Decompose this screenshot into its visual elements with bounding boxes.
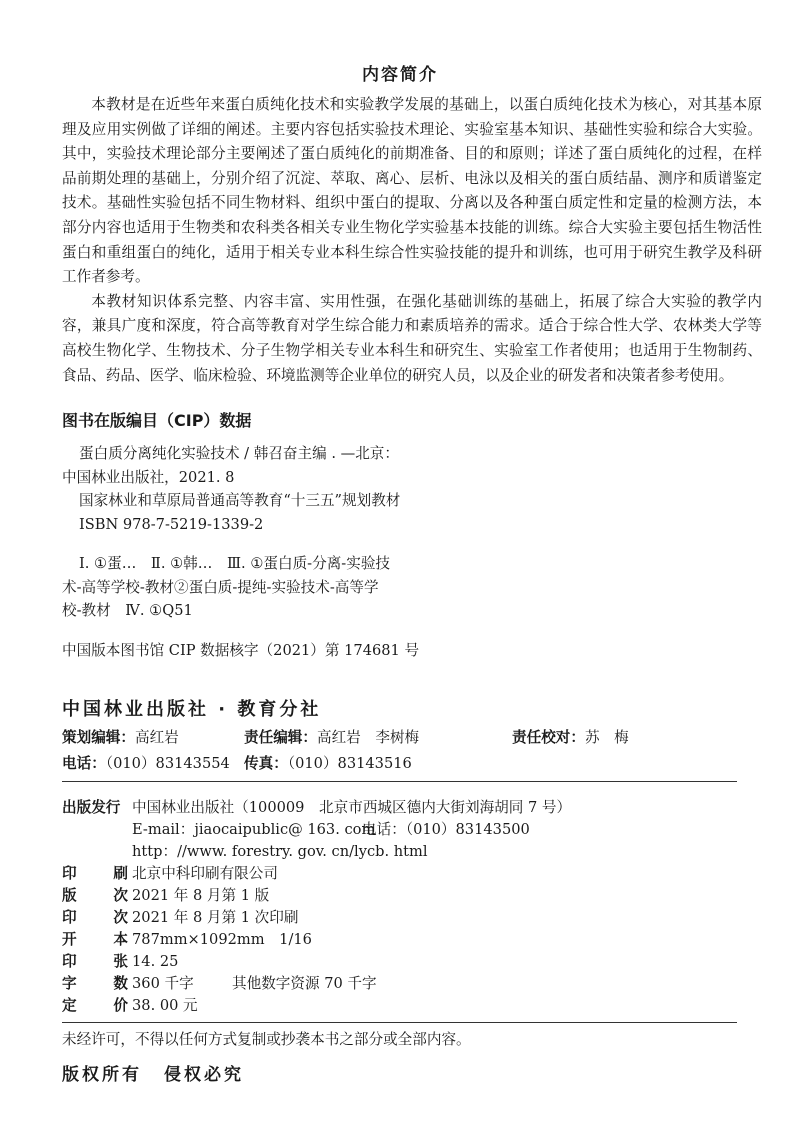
phone: （010）83143554 [105, 755, 230, 772]
website: http：//www. forestry. gov. cn/lycb. html [132, 843, 428, 860]
imprint-label-char: 次 [113, 909, 128, 926]
distribution: 中国林业出版社（100009 北京市西城区德内大街刘海胡同 7 号） [132, 799, 572, 816]
cip-block [62, 442, 482, 662]
rights-reserved: 版权所有 [62, 1065, 142, 1085]
cip-title: 图书在版编目（CIP）数据 [62, 411, 252, 430]
imprint-label-char: 印 [62, 909, 77, 926]
imprint-value: 14. 25 [132, 953, 179, 970]
imprint-label-char: 张 [113, 953, 128, 970]
divider [62, 1022, 737, 1023]
imprint-phone: 电话：（010）83143500 [362, 821, 530, 838]
imprint-label [62, 907, 128, 929]
imprint-label-char: 字 [62, 975, 77, 992]
imprint-label-char: 印 [62, 953, 77, 970]
cip-approval: 中国版本图书馆 CIP 数据核字（2021）第 174681 号 [62, 641, 420, 659]
imprint-label [62, 951, 128, 973]
phone-label: 电话： [62, 755, 106, 772]
imprint-row [62, 973, 742, 995]
imprint-block [62, 797, 742, 1017]
imprint-label-char: 版 [62, 887, 77, 904]
imprint-row [62, 885, 742, 907]
fax-label: 传真： [244, 755, 288, 772]
intro-paragraph: 本教材是在近些年来蛋白质纯化技术和实验教学发展的基础上，以蛋白质纯化技术为核心，对其基本原理及应用实例做了详细的阐述。主要内容包括实验技术理论、实验室基本知识、基础性实验和综合大实验。其中，实验技术理论部分主要阐述了蛋白质纯化的前期准备、目的和原则；详述了蛋白质纯化的过程，在样品前期处理的基础上，分别介绍了沉淀、萃取、离心、层析、电泳以及相关的蛋白质结晶、测序和质谱鉴定技术。基础性实验包括不同生物材料、组织中蛋白的提取、分离以及各种蛋白质定性和定量的检测方法，本部分内容也适用于生物类和农科类各相关专业生物化学实验基本技能的训练。综合大实验主要包括生物活性蛋白和重组蛋白的纯化，适用于相关专业本科生综合性实验技能的提升和训练，也可用于研究生教学及科研工作者参考。 [62, 96, 762, 286]
cip-line: ISBN 978-7-5219-1339-2 [79, 515, 264, 533]
imprint-row [62, 995, 742, 1017]
cip-classification: Ⅰ. ①蛋… Ⅱ. ①韩… Ⅲ. ①蛋白质-分离-实验技 [79, 555, 391, 572]
imprint-label-char: 开 [62, 931, 77, 948]
planning-editor-label: 策划编辑： [62, 729, 135, 746]
imprint-label-char: 数 [113, 975, 128, 992]
imprint-extra: 其他数字资源 70 千字 [232, 975, 377, 992]
responsible-editors: 高红岩 李树梅 [316, 729, 420, 746]
imprint-label [62, 885, 128, 907]
proofreader: 苏 梅 [584, 729, 629, 746]
imprint-label [62, 973, 128, 995]
imprint-value: 2021 年 8 月第 1 版 [132, 887, 270, 904]
imprint-row [62, 863, 742, 885]
intro-title: 内容简介 [362, 65, 438, 85]
cip-line: 国家林业和草原局普通高等教育“十三五”规划教材 [79, 492, 401, 509]
imprint-label [62, 995, 128, 1017]
fax: （010）83143516 [287, 755, 412, 772]
planning-editor: 高红岩 [134, 729, 179, 746]
copyright-notice: 未经许可，不得以任何方式复制或抄袭本书之部分或全部内容。 [62, 1031, 471, 1048]
imprint-label [62, 929, 128, 951]
imprint-row [62, 907, 742, 929]
imprint-label-char: 本 [113, 931, 128, 948]
cip-line: 中国林业出版社，2021. 8 [62, 468, 235, 486]
imprint-label-char: 价 [113, 997, 128, 1014]
intro-paragraph: 本教材知识体系完整、内容丰富、实用性强，在强化基础训练的基础上，拓展了综合大实验的教学内容，兼具广度和深度，符合高等教育对学生综合能力和素质培养的需求。适合于综合性大学、农林类大学等高校生物化学、生物技术、分子生物学相关专业本科生和研究生、实验室工作者使用；也适用于生物制药、食品、药品、医学、临床检验、环境监测等企业单位的研究人员，以及企业的研发者和决策者参考使用。 [62, 292, 762, 384]
imprint-label-char: 印 [62, 865, 77, 882]
rights-statement [62, 1060, 244, 1085]
cip-classification: 术-高等学校-教材②蛋白质-提纯-实验技术-高等学 [62, 578, 379, 596]
imprint-row [62, 929, 742, 951]
cip-line: 蛋白质分离纯化实验技术 / 韩召奋主编 . —北京： [79, 445, 399, 462]
imprint-label [62, 863, 128, 885]
imprint-label-char: 刷 [113, 865, 128, 882]
imprint-value: 北京中科印刷有限公司 [132, 865, 278, 882]
imprint-value: 360 千字 [132, 975, 194, 992]
infringement-notice: 侵权必究 [164, 1065, 244, 1085]
imprint-value: 2021 年 8 月第 1 次印刷 [132, 909, 299, 926]
publisher-heading: 中国林业出版社 · 教育分社 [62, 699, 322, 720]
email: E-mail：jiaocaipublic@ 163. com [132, 821, 376, 838]
distribution-label: 出版发行 [62, 799, 121, 816]
divider [62, 781, 737, 782]
imprint-row [62, 951, 742, 973]
imprint-label-char: 次 [113, 887, 128, 904]
cip-classification: 校-教材 Ⅳ. ①Q51 [62, 602, 193, 619]
responsible-editor-label: 责任编辑： [244, 729, 317, 746]
imprint-value: 787mm×1092mm 1/16 [132, 931, 312, 948]
intro-body [62, 93, 762, 388]
proofreader-label: 责任校对： [512, 729, 585, 746]
imprint-value: 38. 00 元 [132, 997, 198, 1014]
imprint-label-char: 定 [62, 997, 77, 1014]
